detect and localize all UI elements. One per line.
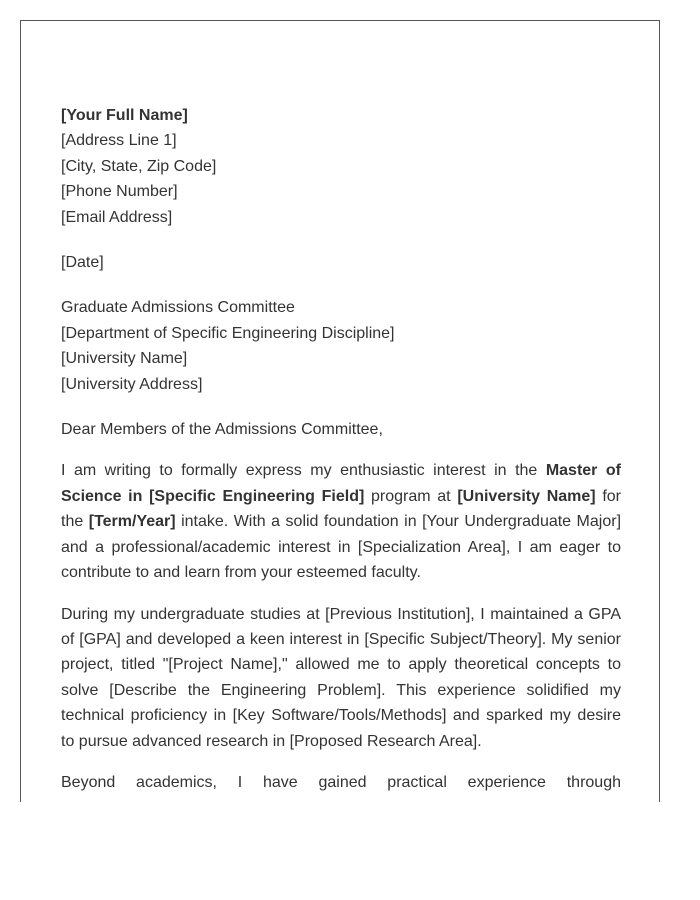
sender-email: [Email Address]: [61, 208, 173, 226]
paragraph-1-text-2: program at: [364, 487, 458, 505]
sender-name: [Your Full Name]: [61, 107, 188, 124]
term-year-emphasis: [Term/Year]: [88, 513, 176, 531]
salutation: Dear Members of the Admissions Committee,: [61, 421, 383, 439]
paragraph-1-text-1: I am writing to formally express my enthusiastic interest in the: [61, 462, 546, 480]
salutation-block: [61, 417, 621, 442]
recipient-block: [61, 295, 621, 397]
sender-city-state-zip: [City, State, Zip Code]: [61, 157, 217, 175]
paragraph-1-text-3: for the: [61, 487, 621, 531]
program-name: Master of Science in [Specific Engineering Field]: [61, 462, 621, 505]
university-name-emphasis: [University Name]: [457, 487, 596, 505]
sender-address-line-1: [Address Line 1]: [61, 132, 177, 150]
recipient-university-name: [University Name]: [61, 350, 188, 368]
body-paragraph-3: Beyond academics, I have gained practical experience through: [61, 773, 621, 791]
sender-phone: [Phone Number]: [61, 183, 178, 201]
recipient-university-address: [University Address]: [61, 375, 203, 393]
body-paragraph-1: [61, 458, 621, 585]
date-block: [61, 250, 621, 275]
body-paragraph-2: During my undergraduate studies at [Previous Institution], I maintained a GPA of [GPA] and developed a keen interest in [Specific Subject/Theory]. My senior project, titled "[Project Name]," allowed me to apply theoretical concepts to solve [Describe the Engineering Problem]. This experience solidified my technical proficiency in [Key Software/Tools/Methods] and sparked my desire to pursue advanced research in [Proposed Research Area].: [61, 605, 621, 750]
recipient-department: [Department of Specific Engineering Discipline]: [61, 324, 395, 342]
recipient-committee: Graduate Admissions Committee: [61, 299, 295, 317]
paragraph-1-text-4: intake. With a solid foundation in [Your Undergraduate Major] and a professional/academic interest in [Specialization Area], I am eager to contribute to and learn from your esteemed faculty.: [61, 513, 622, 582]
letter-content: [61, 103, 621, 795]
sender-block: [61, 103, 621, 230]
letter-page: [20, 20, 660, 802]
letter-date: [Date]: [61, 254, 104, 272]
